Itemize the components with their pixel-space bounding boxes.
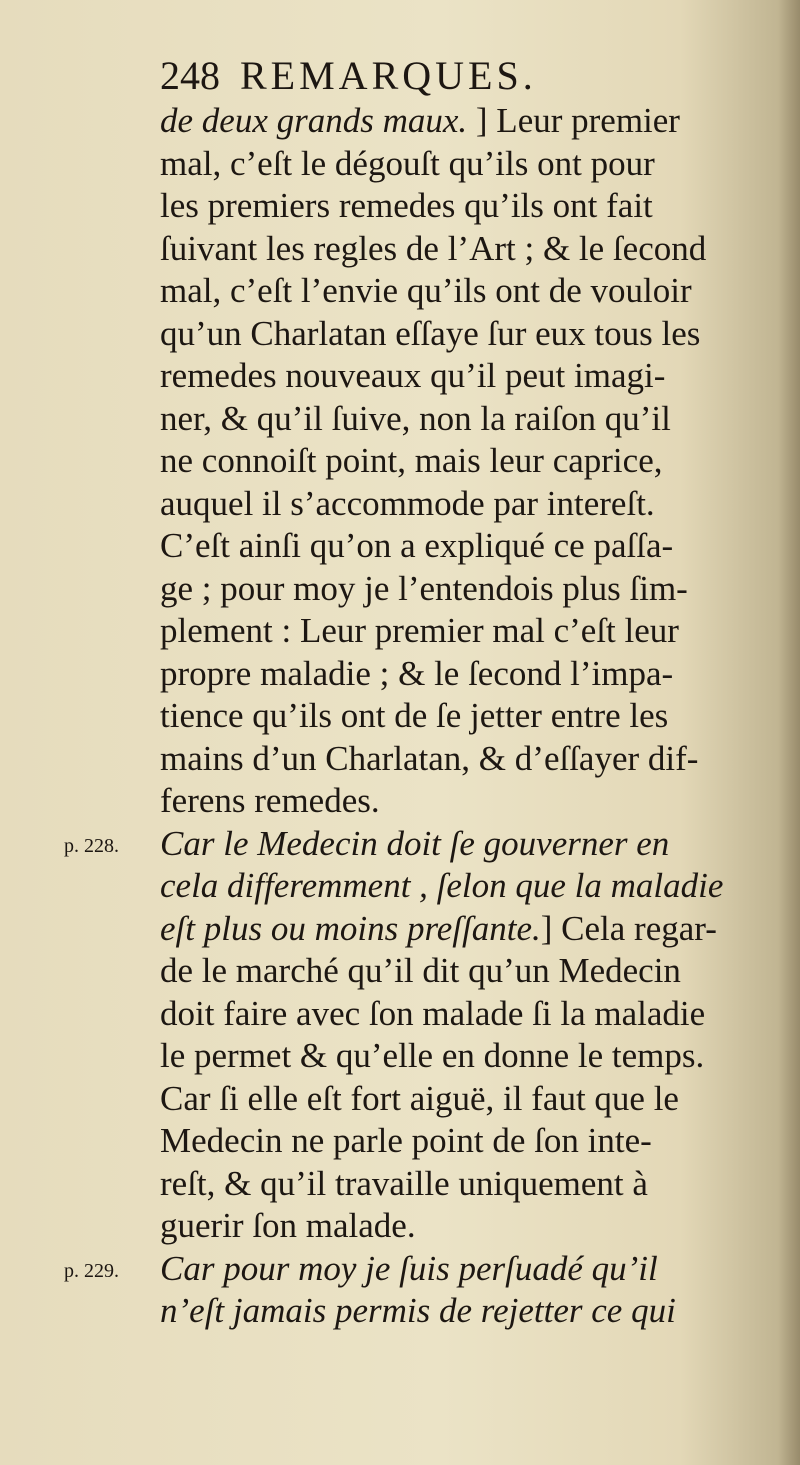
italic-segment: de deux grands maux. [160, 101, 468, 140]
roman-segment: guerir ſon malade. [160, 1206, 416, 1245]
roman-segment: mal, c’eſt le dégouſt qu’ils ont pour [160, 143, 655, 183]
text-line [160, 950, 681, 992]
roman-segment: C’eſt ainſi qu’on a expliqué ce paſſa- [160, 526, 674, 565]
roman-segment: ge ; pour moy je l’entendois plus ſim- [160, 568, 688, 608]
text-line [160, 355, 665, 397]
italic-segment: eſt plus ou moins preſſante. [160, 908, 541, 948]
italic-segment: Car pour moy je ſuis perſuadé qu’il [160, 1248, 658, 1288]
roman-segment: de le marché qu’il dit qu’un Medecin [160, 951, 681, 990]
text-line [160, 1248, 658, 1290]
text-line [160, 780, 380, 822]
text-line [160, 228, 706, 270]
roman-segment: auquel il s’accommode par intereſt. [160, 483, 655, 523]
text-line [160, 313, 700, 355]
page-number: 248 [160, 53, 220, 98]
text-line [160, 483, 655, 525]
margin-page-reference: p. 228. [64, 834, 119, 857]
roman-segment: propre maladie ; & le ſecond l’impa- [160, 653, 674, 693]
text-line [160, 823, 669, 865]
italic-segment: cela differemment , ſelon que la maladie [160, 866, 724, 905]
text-line [160, 1163, 648, 1205]
roman-segment: doit faire avec ſon malade ſi la maladie [160, 993, 706, 1033]
text-line [160, 1035, 704, 1077]
italic-segment: n’eſt jamais permis de rejetter ce qui [160, 1291, 676, 1330]
roman-segment: ne connoiſt point, mais leur caprice, [160, 441, 663, 480]
roman-segment: ] Leur premier [467, 101, 680, 140]
text-line [160, 1290, 676, 1332]
roman-segment: ner, & qu’il ſuive, non la raiſon qu’il [160, 398, 671, 438]
roman-segment: plement : Leur premier mal c’eſt leur [160, 611, 679, 650]
roman-segment: ſuivant les regles de l’Art ; & le ſecond [160, 228, 707, 268]
text-line [160, 568, 688, 610]
roman-segment: Car ſi elle eſt fort aiguë, il faut que le [160, 1078, 679, 1118]
text-line [160, 270, 692, 312]
roman-segment: ferens remedes. [160, 781, 380, 820]
text-line [160, 610, 679, 652]
roman-segment: ] Cela regar- [540, 908, 717, 948]
text-line [160, 398, 671, 440]
text-line [160, 738, 698, 780]
roman-segment: reſt, & qu’il travaille uniquement à [160, 1163, 648, 1203]
running-head [160, 52, 537, 99]
text-line [160, 1078, 679, 1120]
text-line [160, 185, 653, 227]
roman-segment: Medecin ne parle point de ſon inte- [160, 1121, 652, 1160]
margin-page-reference: p. 229. [64, 1259, 119, 1282]
page-gutter-shadow [778, 0, 800, 1465]
roman-segment: les premiers remedes qu’ils ont fait [160, 186, 653, 225]
roman-segment: mal, c’eſt l’envie qu’ils ont de vouloir [160, 271, 692, 310]
text-line [160, 908, 717, 950]
running-title: REMARQUES. [240, 53, 537, 98]
text-line [160, 143, 655, 185]
text-line [160, 993, 705, 1035]
text-line [160, 440, 662, 482]
text-line [160, 100, 680, 142]
text-line [160, 865, 723, 907]
roman-segment: qu’un Charlatan eſſaye ſur eux tous les [160, 313, 701, 353]
text-line [160, 1205, 416, 1247]
text-line [160, 1120, 652, 1162]
roman-segment: le permet & qu’elle en donne le temps. [160, 1036, 705, 1075]
text-line [160, 525, 673, 567]
roman-segment: mains d’un Charlatan, & d’eſſayer dif- [160, 738, 699, 778]
text-line [160, 695, 668, 737]
roman-segment: tience qu’ils ont de ſe jetter entre les [160, 696, 669, 735]
roman-segment: remedes nouveaux qu’il peut imagi- [160, 356, 666, 395]
text-line [160, 653, 673, 695]
italic-segment: Car le Medecin doit ſe gouverner en [160, 823, 670, 863]
